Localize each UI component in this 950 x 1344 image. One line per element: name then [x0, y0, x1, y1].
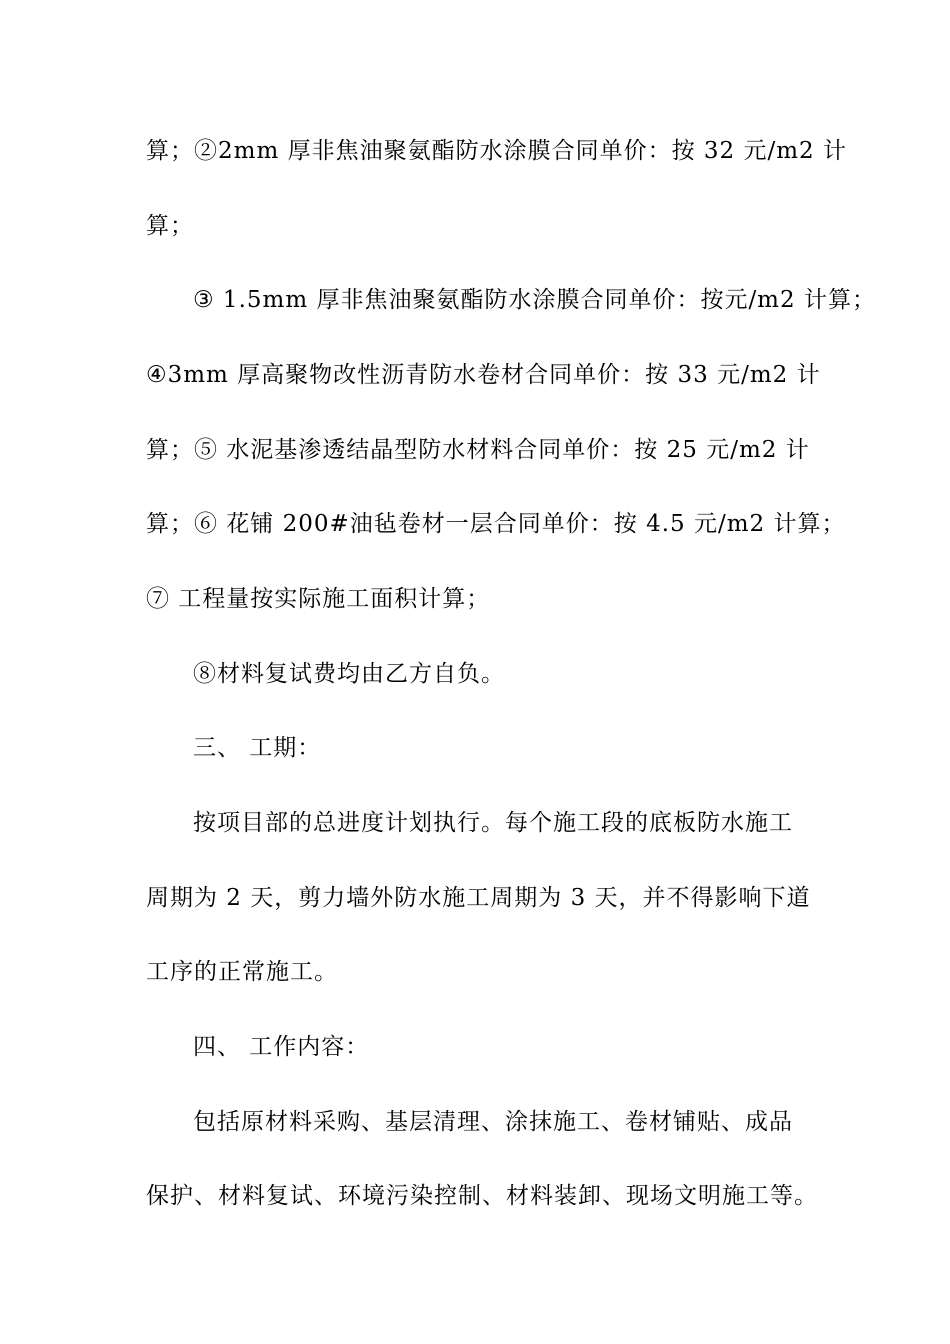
text-line-6: 算；⑥ 花铺 200#油毡卷材一层合同单价：按 4.5 元/m2 计算； — [146, 511, 846, 537]
text-line-11: 周期为 2 天，剪力墙外防水施工周期为 3 天，并不得影响下道 — [146, 885, 811, 911]
text-line-8: ⑧材料复试费均由乙方自负。 — [193, 661, 505, 687]
text-line-2: 算； — [146, 213, 194, 239]
text-line-15: 保护、材料复试、环境污染控制、材料装卸、现场文明施工等。 — [146, 1183, 818, 1209]
text-line-3: ③ 1.5mm 厚非焦油聚氨酯防水涂膜合同单价：按元/m2 计算； — [193, 287, 876, 313]
text-line-1: 算；②2mm 厚非焦油聚氨酯防水涂膜合同单价：按 32 元/m2 计 — [146, 138, 847, 164]
text-line-4: ④3mm 厚高聚物改性沥青防水卷材合同单价：按 33 元/m2 计 — [146, 362, 821, 388]
text-line-10: 按项目部的总进度计划执行。每个施工段的底板防水施工 — [193, 810, 793, 836]
text-line-5: 算；⑤ 水泥基渗透结晶型防水材料合同单价：按 25 元/m2 计 — [146, 437, 810, 463]
text-line-14: 包括原材料采购、基层清理、涂抹施工、卷材铺贴、成品 — [193, 1109, 793, 1135]
text-line-7: ⑦ 工程量按实际施工面积计算； — [146, 586, 491, 612]
section-heading-schedule: 三、 工期： — [193, 735, 322, 761]
text-line-12: 工序的正常施工。 — [146, 959, 338, 985]
section-heading-work-content: 四、 工作内容： — [193, 1034, 370, 1060]
